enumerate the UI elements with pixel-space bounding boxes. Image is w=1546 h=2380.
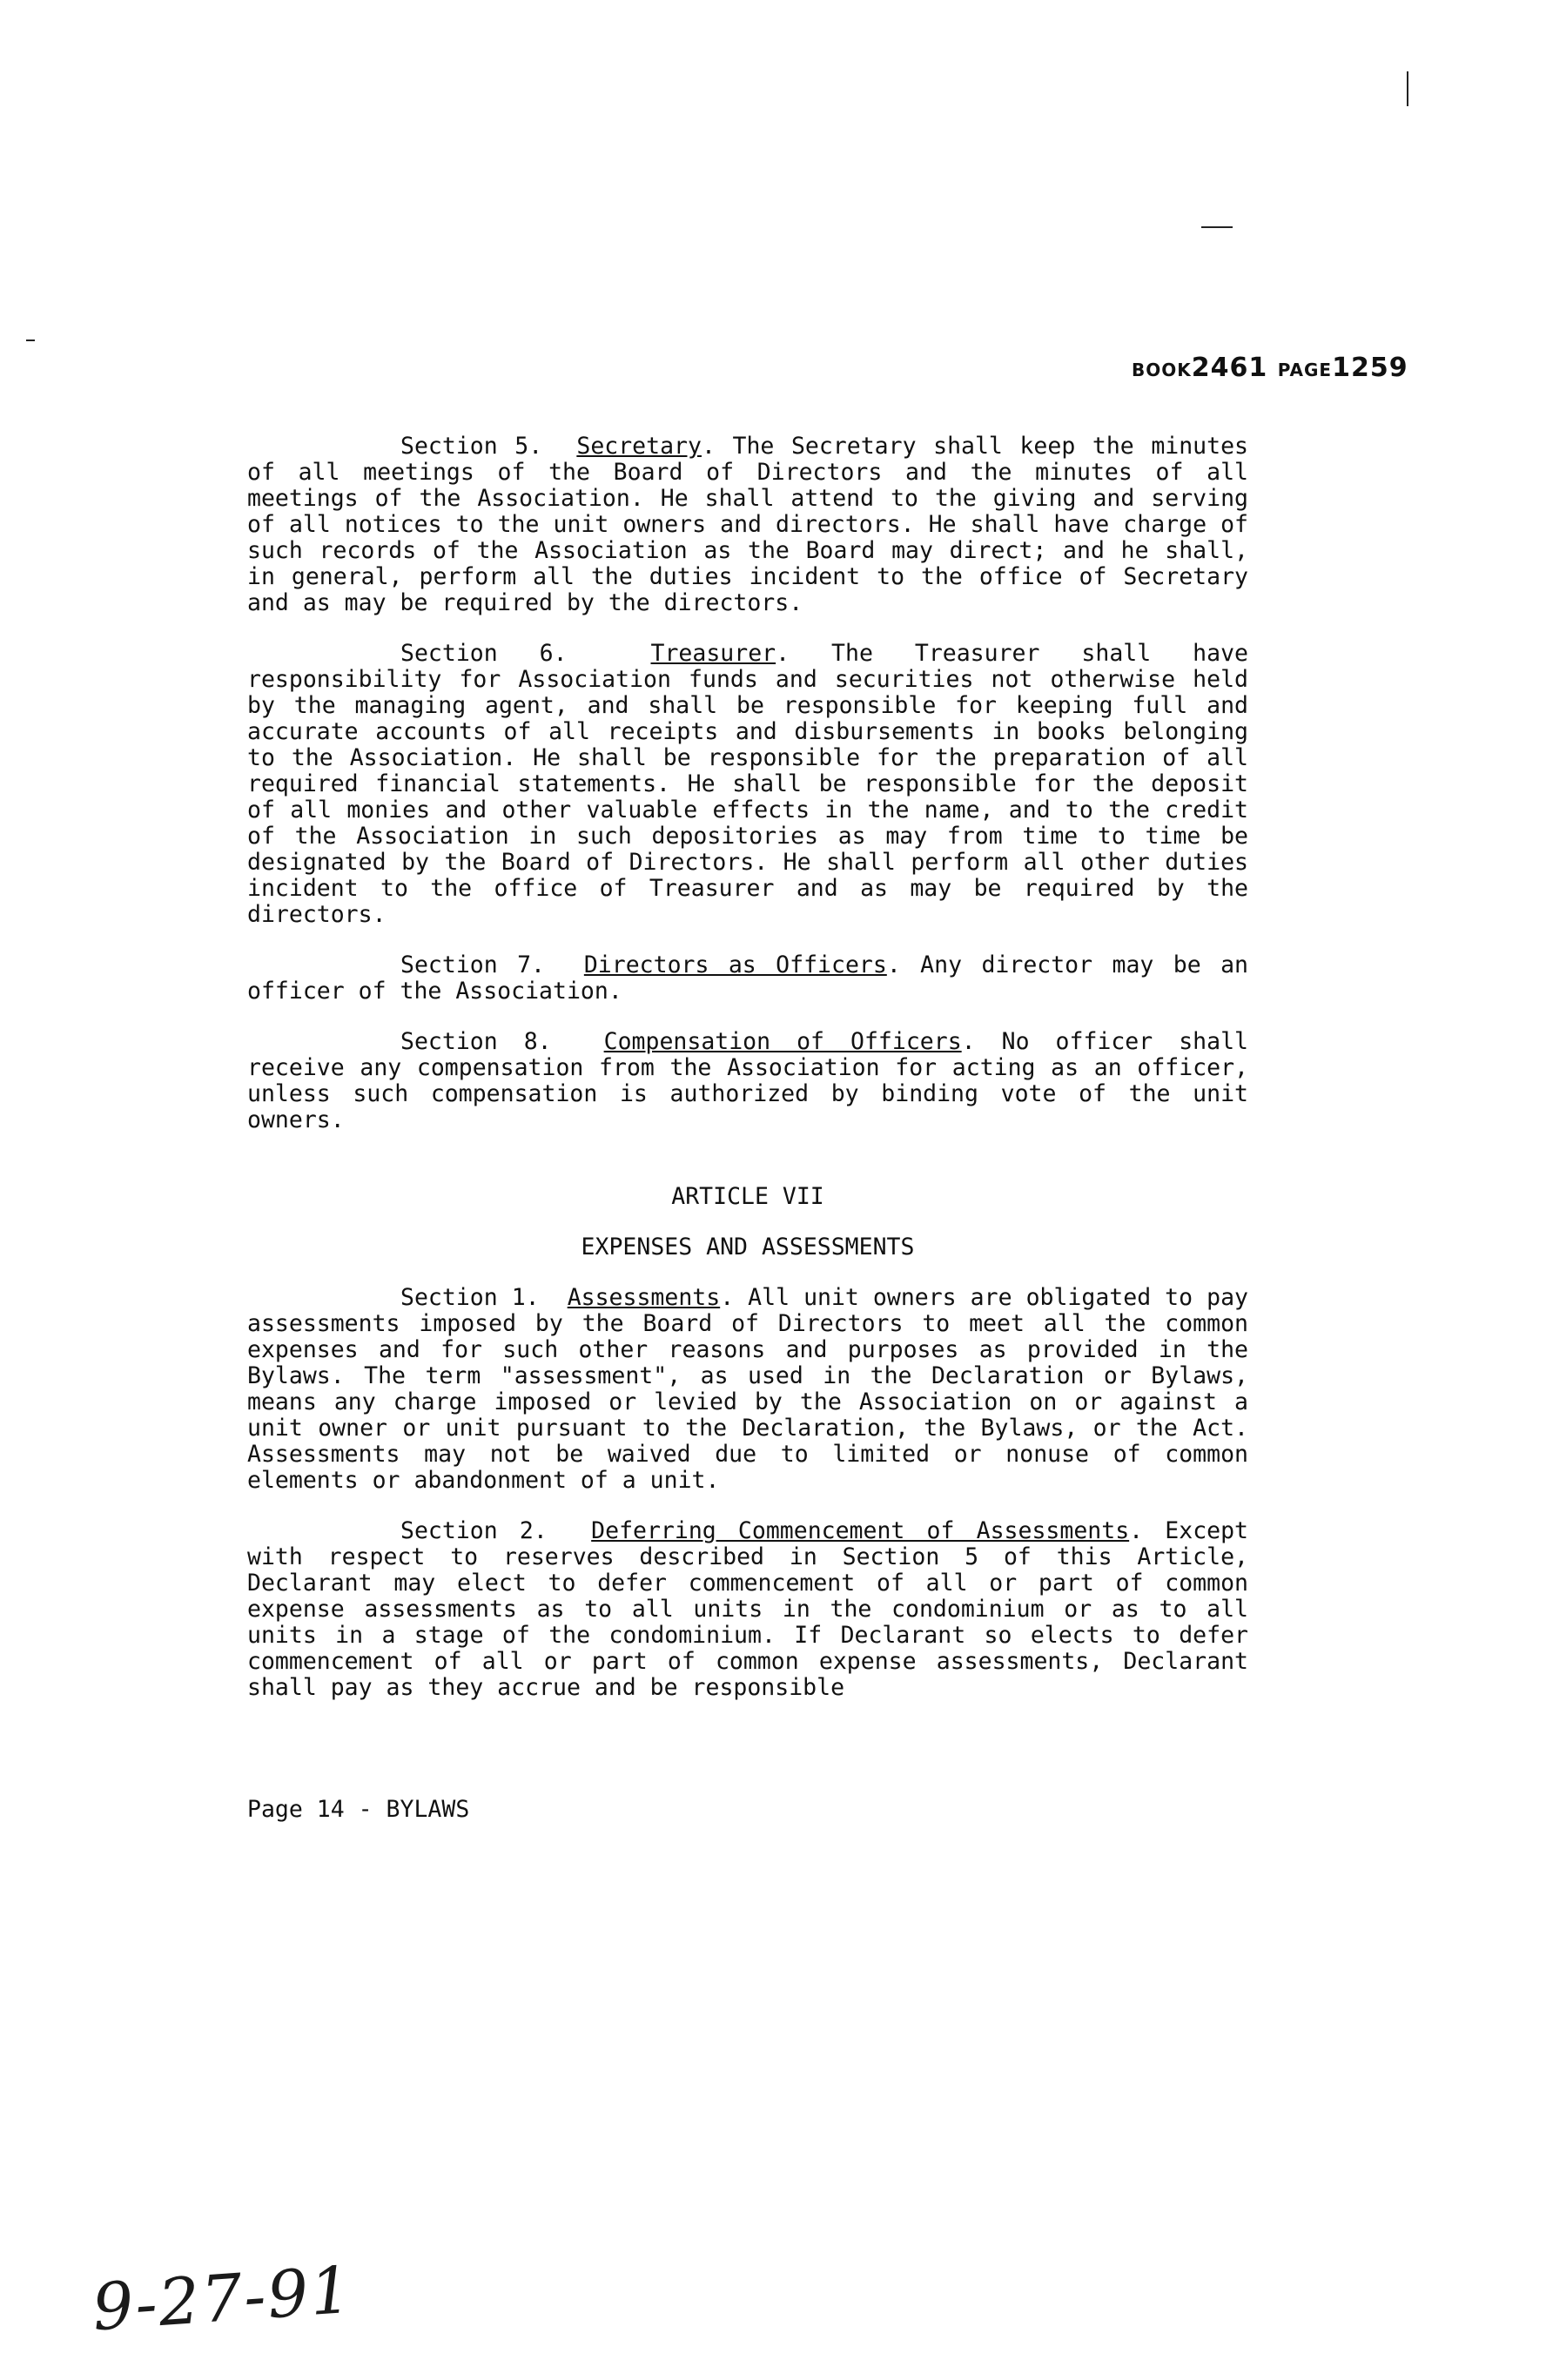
section-assessments xyxy=(247,1285,1248,1494)
section-treasurer xyxy=(247,641,1248,928)
section-title: Treasurer xyxy=(650,640,776,667)
section-text: . No officer shall receive any compensation from the Association for acting as an officer, unless such compensation is authorized by binding vote of the unit owners. xyxy=(247,1028,1248,1133)
section-text: . All unit owners are obligated to pay assessments imposed by the Board of Directors to meet all the common expenses and for such other reasons and purposes as provided in the Bylaws. The term "assessment", as used in the Declaration or Bylaws, means any charge imposed or levied by the Association on or against a unit owner or unit pursuant to the Declaration, the Bylaws, or the Act. Assessments may not be waived due to limited or nonuse of common elements or abandonment of a unit. xyxy=(247,1284,1248,1494)
scan-speck xyxy=(1407,71,1408,106)
section-prefix: Section 5. xyxy=(400,433,543,460)
section-text: . The Secretary shall keep the minutes of all meetings of the Board of Directors and the minutes of all meetings of the Association. He shall attend to the giving and serving of all notices to the unit owners and directors. He shall have charge of such records of the Association as the Board may direct; and he shall, in general, perform all the duties incident to the office of Secretary and as may be required by the directors. xyxy=(247,433,1248,616)
page-label: PAGE xyxy=(1277,360,1333,380)
section-title: Deferring Commencement of Assessments xyxy=(591,1517,1130,1544)
section-directors-as-officers xyxy=(247,952,1248,1005)
section-deferring-commencement xyxy=(247,1518,1248,1701)
page-footer: Page 14 - BYLAWS xyxy=(247,1796,470,1823)
section-prefix: Section 8. xyxy=(400,1028,552,1055)
handwritten-date: 9-27-91 xyxy=(90,2252,356,2346)
document-body xyxy=(247,434,1248,1701)
section-title: Directors as Officers xyxy=(583,951,887,978)
section-prefix: Section 7. xyxy=(400,951,546,978)
scan-speck xyxy=(1201,226,1233,228)
book-label: BOOK xyxy=(1132,360,1192,380)
article-title: EXPENSES AND ASSESSMENTS xyxy=(581,1234,915,1261)
section-text: . The Treasurer shall have responsibility for Association funds and securities not otherwise held by the managing agent, and shall be responsible for keeping full and accurate accounts of all receipts and disbursements in books belonging to the Association. He shall be responsible for the preparation of all required financial statements. He shall be responsible for the deposit of all monies and other valuable effects in the name, and to the credit of the Association in such depositories as may from time to time be designated by the Board of Directors. He shall perform all other duties incident to the office of Treasurer and as may be required by the directors. xyxy=(247,640,1248,928)
section-prefix: Section 2. xyxy=(400,1517,548,1544)
section-title: Compensation of Officers xyxy=(603,1028,962,1055)
page-number: 1259 xyxy=(1332,353,1408,383)
section-text: . Any director may be an officer of the Association. xyxy=(247,951,1249,1005)
book-number: 2461 xyxy=(1191,353,1268,383)
section-title: Secretary xyxy=(576,433,702,460)
section-secretary xyxy=(247,434,1248,616)
scan-speck xyxy=(26,340,35,341)
article-number: ARTICLE VII xyxy=(671,1183,824,1210)
section-prefix: Section 1. xyxy=(400,1284,540,1311)
book-page-stamp xyxy=(1132,353,1408,383)
section-title: Assessments xyxy=(567,1284,721,1311)
section-prefix: Section 6. xyxy=(400,640,568,667)
section-text: . Except with respect to reserves described in Section 5 of this Article, Declarant may elect to defer commencement of all or part of common expense assessments as to all units in the condominium or as to all units in a stage of the condominium. If Declarant so elects to defer commencement of all or part of common expense assessments, Declarant shall pay as they accrue and be responsible xyxy=(247,1517,1249,1701)
section-compensation-of-officers xyxy=(247,1029,1248,1133)
